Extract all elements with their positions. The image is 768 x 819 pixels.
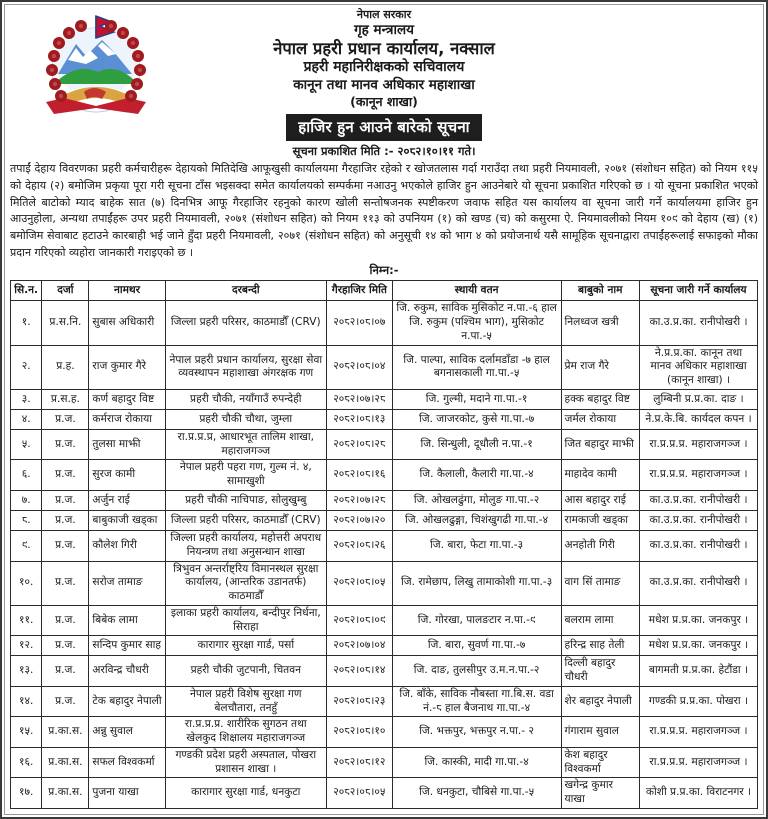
col-header-rank: दर्जा	[42, 280, 89, 301]
cell-rank: प्र.ज.	[42, 686, 89, 717]
cell-sn: १०.	[11, 561, 42, 605]
cell-posting: गण्डकी प्रदेश प्रहरी अस्पताल, पोखरा प्रशासन शाखा ।	[165, 747, 326, 778]
cell-name: बाबुकाजी खड्का	[89, 510, 165, 530]
cell-father_name: खगेन्द्र कुमार याखा	[561, 778, 639, 809]
cell-posting: जिल्ला प्रहरी परिसर, काठमाडौँ (CRV)	[165, 301, 326, 345]
cell-absent_date: २०८२।०७।२८	[326, 389, 392, 409]
ministry-name: गृह मन्त्रालय	[354, 21, 414, 38]
table-row	[11, 530, 758, 561]
cell-father_name: शेर बहादुर नेपाली	[561, 686, 639, 717]
cell-rank: प्र.का.स.	[42, 717, 89, 748]
col-header-absent_date: गैरहाजिर मिति	[326, 280, 392, 301]
cell-rank: प्र.ह.	[42, 345, 89, 389]
cell-permanent_address: जि. दाङ, तुलसीपुर उ.म.न.पा.-२	[392, 656, 561, 687]
cell-permanent_address: जि. बारा, फेटा गा.पा.-३	[392, 530, 561, 561]
col-header-posting: दरबन्दी	[165, 280, 326, 301]
cell-sn: ७.	[11, 490, 42, 510]
table-row	[11, 636, 758, 656]
cell-posting: रा.प्र.प्र.प्र, आधारभूत तालिम शाखा, महाराजगञ्ज	[165, 429, 326, 460]
cell-absent_date: २०८२।०८।२६	[326, 530, 392, 561]
notice-title: हाजिर हुन आउने बारेको सूचना	[286, 114, 482, 141]
cell-issuing_office: ने.प्र.के.बि. कार्यदल कपन ।	[639, 409, 757, 429]
government-name: नेपाल सरकार	[356, 8, 412, 21]
cell-absent_date: २०८२।०८।०९	[326, 605, 392, 636]
cell-sn: १.	[11, 301, 42, 345]
cell-absent_date: २०८२।०८।०५	[326, 778, 392, 809]
cell-absent_date: २०८२।०८।०४	[326, 345, 392, 389]
cell-issuing_office: रा.प्र.प्र.प्र. महाराजगञ्ज ।	[639, 717, 757, 748]
cell-name: टेक बहादुर नेपाली	[89, 686, 165, 717]
cell-absent_date: २०८२।०८।२३	[326, 686, 392, 717]
nimna-label: निम्न:-	[369, 262, 399, 277]
cell-father_name: जित बहादुर माझी	[561, 429, 639, 460]
cell-father_name: हरिन्द्र साह तेली	[561, 636, 639, 656]
table-row	[11, 490, 758, 510]
cell-permanent_address: जि. धनकुटा, चौबिसे गा.पा.-५	[392, 778, 561, 809]
cell-name: सन्दिप कुमार साह	[89, 636, 165, 656]
cell-permanent_address: जि. भक्तपुर, भक्तपुर न.पा.- २	[392, 717, 561, 748]
cell-absent_date: २०८२।०८।०७	[326, 301, 392, 345]
notice-body-paragraph: तपाईं देहाय विवरणका प्रहरी कर्मचारीहरू देहायको मितिदेखि आफूखुसी कार्यालयमा गैरहाजिर रहेको र खोजतलास गर्दा गराउँदा तथा प्रहरी नियमावली, २०७१ (संशोधन सहित) को नियम ११५ को देहाय (२) बमोजिम प्रकृया पूरा गरी सूचना टाँस भइसक्दा समेत कार्यालयको सम्पर्कमा नआउनु भएकोले हाजिर हुन आउनेबारे यो सूचना प्रकाशित गरिएको छ । यो सूचना प्रकाशित भएको मितिले बाटोको म्याद बाहेक सात (७) दिनभित्र आफू गैरहाजिर रहनुको कारण खोली सन्तोषजनक स्पष्टीकरण जवाफ सहित यस कार्यालय वा सूचना जारी गर्ने कार्यालयमा हाजिर हुन आउनुहोला, अन्यथा तपाईंहरू उपर प्रहरी नियमावली, २०७१ (संशोधन सहित) को नियम ११३ को उपनियम (१) को खण्ड (च) को कसुरमा ऐ. नियमावलीको नियम १०९ को देहाय (ख) (१) बमोजिम सेवाबाट हटाउने कारबाही भई जाने हुँदा प्रहरी नियमावली, २०७१ (संशोधन सहित) को अनुसूची १४ को भाग ४ को प्रयोजनार्थ यसै सामूहिक सूचनाद्वारा तपाईंहरूलाई सफाइको मौका प्रदान गरिएको व्यहोरा जानकारी गराइएको छ ।	[10, 162, 758, 259]
cell-absent_date: २०८२।०८।१६	[326, 460, 392, 491]
cell-absent_date: २०८२।०७।२०	[326, 510, 392, 530]
cell-father_name: अनहोती गिरी	[561, 530, 639, 561]
cell-name: सरोज तामाङ	[89, 561, 165, 605]
nepal-government-emblem	[28, 12, 178, 120]
secretariat-name: प्रहरी महानिरीक्षकको सचिवालय	[303, 59, 465, 76]
cell-issuing_office: का.उ.प्र.का. रानीपोखरी ।	[639, 490, 757, 510]
table-row	[11, 717, 758, 748]
cell-posting: प्रहरी चौकी जुटपानी, चितवन	[165, 656, 326, 687]
cell-father_name: माहादेव कामी	[561, 460, 639, 491]
absentee-table	[10, 280, 758, 809]
cell-issuing_office: बागमती प्र.प्र.का. हेटौंडा ।	[639, 656, 757, 687]
cell-issuing_office: ने.प्र.प्र.का. कानून तथा मानव अधिकार महाशाखा (कानून शाखा) ।	[639, 345, 757, 389]
cell-name: कर्ण बहादुर विष्ट	[89, 389, 165, 409]
cell-permanent_address: जि. कैलाली, कैलारी गा.पा.-४	[392, 460, 561, 491]
cell-rank: प्र.ज.	[42, 530, 89, 561]
cell-absent_date: २०८२।०८।१२	[326, 747, 392, 778]
cell-rank: प्र.ज.	[42, 561, 89, 605]
cell-posting: नेपाल प्रहरी प्रधान कार्यालय, सुरक्षा सेवा व्यवस्थापन महाशाखा अंगरक्षक गण	[165, 345, 326, 389]
cell-name: सुबास अधिकारी	[89, 301, 165, 345]
published-date-line: सूचना प्रकाशित मिति :- २०८२।१०।११ गते।	[292, 144, 476, 159]
cell-sn: ८.	[11, 510, 42, 530]
cell-permanent_address: जि. ओखलढुङ्गा, चिशंखुगढी गा.पा.-४	[392, 510, 561, 530]
cell-permanent_address: जि. सिन्धुली, दूधौली न.पा.-१	[392, 429, 561, 460]
col-header-name: नामथर	[89, 280, 165, 301]
cell-sn: १२.	[11, 636, 42, 656]
cell-sn: ५.	[11, 429, 42, 460]
office-name: नेपाल प्रहरी प्रधान कार्यालय, नक्साल	[273, 38, 495, 58]
cell-father_name: वाग सिं तामाङ	[561, 561, 639, 605]
cell-issuing_office: मधेश प्र.प्र.का. जनकपुर ।	[639, 636, 757, 656]
cell-sn: ४.	[11, 409, 42, 429]
cell-name: अर्जुन राई	[89, 490, 165, 510]
cell-issuing_office: रा.प्र.प्र.प्र. महाराजगञ्ज ।	[639, 429, 757, 460]
table-row	[11, 389, 758, 409]
cell-father_name: गंगाराम सुवाल	[561, 717, 639, 748]
table-row	[11, 510, 758, 530]
cell-absent_date: २०८२।०७।०४	[326, 636, 392, 656]
cell-posting: प्रहरी चौकी, नयाँगाउँ रुपन्देही	[165, 389, 326, 409]
cell-permanent_address: जि. जाजरकोट, कुसे गा.पा.-७	[392, 409, 561, 429]
cell-sn: १७.	[11, 778, 42, 809]
cell-posting: कारागार सुरक्षा गार्ड, धनकुटा	[165, 778, 326, 809]
cell-sn: २.	[11, 345, 42, 389]
table-header	[11, 280, 758, 301]
table-row	[11, 561, 758, 605]
cell-absent_date: २०८२।०८।०५	[326, 561, 392, 605]
table-row	[11, 301, 758, 345]
cell-posting: प्रहरी चौकी नाचिपाङ, सोलुखुम्बु	[165, 490, 326, 510]
table-row	[11, 429, 758, 460]
cell-permanent_address: जि. ओखलढुंगा, मोलुङ गा.पा.-२	[392, 490, 561, 510]
cell-absent_date: २०८२।०८।१३	[326, 409, 392, 429]
table-row	[11, 409, 758, 429]
table-row	[11, 686, 758, 717]
cell-rank: प्र.ज.	[42, 656, 89, 687]
cell-posting: नेपाल प्रहरी विशेष सुरक्षा गण बेलचौतारा, तनहुँ	[165, 686, 326, 717]
cell-permanent_address: जि. बारा, सुवर्ण गा.पा.-७	[392, 636, 561, 656]
cell-permanent_address: जि. रुकुम, साविक मुसिकोट न.पा.-६ हाल जि. रुकुम (पश्चिम भाग), मुसिकोट न.पा.-५	[392, 301, 561, 345]
col-header-issuing_office: सूचना जारी गर्ने कार्यालय	[639, 280, 757, 301]
col-header-father_name: बाबुको नाम	[561, 280, 639, 301]
cell-absent_date: २०८२।०७।२८	[326, 490, 392, 510]
cell-father_name: आस बहादुर राई	[561, 490, 639, 510]
cell-father_name: रामकाजी खड्का	[561, 510, 639, 530]
cell-permanent_address: जि. बाँके, साविक नौबस्ता गा.बि.स. वडा नं.-८ हाल बैजनाथ गा.पा.-४	[392, 686, 561, 717]
cell-issuing_office: का.उ.प्र.का. रानीपोखरी ।	[639, 561, 757, 605]
cell-name: राज कुमार गैरे	[89, 345, 165, 389]
cell-name: अन्नु सुवाल	[89, 717, 165, 748]
cell-absent_date: २०८२।०८।२८	[326, 429, 392, 460]
cell-issuing_office: रा.प्र.प्र.प्र. महाराजगञ्ज ।	[639, 747, 757, 778]
cell-issuing_office: कोशी प्र.प्र.का. विराटनगर ।	[639, 778, 757, 809]
cell-name: तुलसा माझी	[89, 429, 165, 460]
cell-sn: ११.	[11, 605, 42, 636]
cell-rank: प्र.ज.	[42, 409, 89, 429]
cell-father_name: दिल्ली बहादुर चौधरी	[561, 656, 639, 687]
cell-issuing_office: मधेश प्र.प्र.का. जनकपुर ।	[639, 605, 757, 636]
table-row	[11, 747, 758, 778]
department-name: कानून तथा मानव अधिकार महाशाखा	[293, 76, 475, 93]
cell-permanent_address: जि. कास्की, मादी गा.पा.-४	[392, 747, 561, 778]
nepal-emblem-graphic	[28, 12, 178, 120]
cell-issuing_office: लुम्बिनी प्र.प्र.का. दाङ ।	[639, 389, 757, 409]
cell-rank: प्र.स.ह.	[42, 389, 89, 409]
table-body	[11, 301, 758, 809]
cell-rank: प्र.ज.	[42, 605, 89, 636]
cell-permanent_address: जि. पाल्पा, साविक दर्लामडाँडा -७ हाल बगनासकाली गा.पा.-५	[392, 345, 561, 389]
cell-sn: ९.	[11, 530, 42, 561]
table-row	[11, 605, 758, 636]
cell-issuing_office: रा.प्र.प्र.प्र. महाराजगञ्ज ।	[639, 460, 757, 491]
table-header-row	[11, 280, 758, 301]
table-row	[11, 656, 758, 687]
cell-name: पुजना याखा	[89, 778, 165, 809]
cell-permanent_address: जि. गुल्मी, मदाने गा.पा.-१	[392, 389, 561, 409]
cell-rank: प्र.का.स.	[42, 747, 89, 778]
cell-issuing_office: गण्डकी प्र.प्र.का. पोखरा ।	[639, 686, 757, 717]
cell-father_name: केश बहादुर विश्वकर्मा	[561, 747, 639, 778]
cell-absent_date: २०८२।०८।१४	[326, 656, 392, 687]
cell-posting: इलाका प्रहरी कार्यालय, बन्दीपुर निर्धना, सिराहा	[165, 605, 326, 636]
cell-name: सुरज कामी	[89, 460, 165, 491]
cell-father_name: निलध्वज खत्री	[561, 301, 639, 345]
cell-rank: प्र.ज.	[42, 429, 89, 460]
cell-posting: जिल्ला प्रहरी कार्यालय, महोत्तरी अपराध नियन्त्रण तथा अनुसन्धान शाखा	[165, 530, 326, 561]
cell-posting: नेपाल प्रहरी पहरा गण, गुल्म नं. ४, सामाखुशी	[165, 460, 326, 491]
cell-name: अरविन्द्र चौधरी	[89, 656, 165, 687]
cell-sn: १६.	[11, 747, 42, 778]
cell-issuing_office: का.उ.प्र.का. रानीपोखरी ।	[639, 301, 757, 345]
cell-rank: प्र.का.स.	[42, 778, 89, 809]
section-name: (कानून शाखा)	[350, 93, 418, 109]
cell-father_name: बलराम लामा	[561, 605, 639, 636]
cell-posting: प्रहरी चौकी चौथा, जुम्ला	[165, 409, 326, 429]
cell-permanent_address: जि. रामेछाप, लिखु तामाकोशी गा.पा.-३	[392, 561, 561, 605]
cell-name: कर्मराज रोकाया	[89, 409, 165, 429]
cell-posting: जिल्ला प्रहरी परिसर, काठमाडौँ (CRV)	[165, 510, 326, 530]
table-row	[11, 778, 758, 809]
cell-sn: ६.	[11, 460, 42, 491]
cell-father_name: प्रेम राज गैरे	[561, 345, 639, 389]
cell-name: बिबेक लामा	[89, 605, 165, 636]
cell-name: सफल विश्वकर्मा	[89, 747, 165, 778]
cell-posting: रा.प्र.प्र.प्र. शारीरिक सुगठन तथा खेलकुद शिक्षालय महाराजगञ्ज	[165, 717, 326, 748]
cell-permanent_address: जि. गोरखा, पालङटार न.पा.-९	[392, 605, 561, 636]
cell-sn: १५.	[11, 717, 42, 748]
table-row	[11, 345, 758, 389]
cell-rank: प्र.स.नि.	[42, 301, 89, 345]
cell-rank: प्र.ज.	[42, 460, 89, 491]
cell-father_name: जर्मल रोकाया	[561, 409, 639, 429]
cell-issuing_office: का.उ.प्र.का. रानीपोखरी ।	[639, 530, 757, 561]
cell-absent_date: २०८२।०८।१०	[326, 717, 392, 748]
cell-issuing_office: का.उ.प्र.का. रानीपोखरी ।	[639, 510, 757, 530]
cell-sn: ३.	[11, 389, 42, 409]
cell-posting: कारागार सुरक्षा गार्ड, पर्सा	[165, 636, 326, 656]
cell-name: कौलेश गिरी	[89, 530, 165, 561]
cell-rank: प्र.ज.	[42, 490, 89, 510]
col-header-sn: सि.न.	[11, 280, 42, 301]
cell-father_name: हक्क बहादुर विष्ट	[561, 389, 639, 409]
cell-rank: प्र.ज.	[42, 510, 89, 530]
col-header-permanent_address: स्थायी वतन	[392, 280, 561, 301]
cell-rank: प्र.ज.	[42, 636, 89, 656]
cell-sn: १३.	[11, 656, 42, 687]
table-row	[11, 460, 758, 491]
cell-sn: १४.	[11, 686, 42, 717]
cell-posting: त्रिभुवन अन्तर्राष्ट्रिय विमानस्थल सुरक्षा कार्यालय, (आन्तरिक उडानतर्फ) काठमाडौँ	[165, 561, 326, 605]
